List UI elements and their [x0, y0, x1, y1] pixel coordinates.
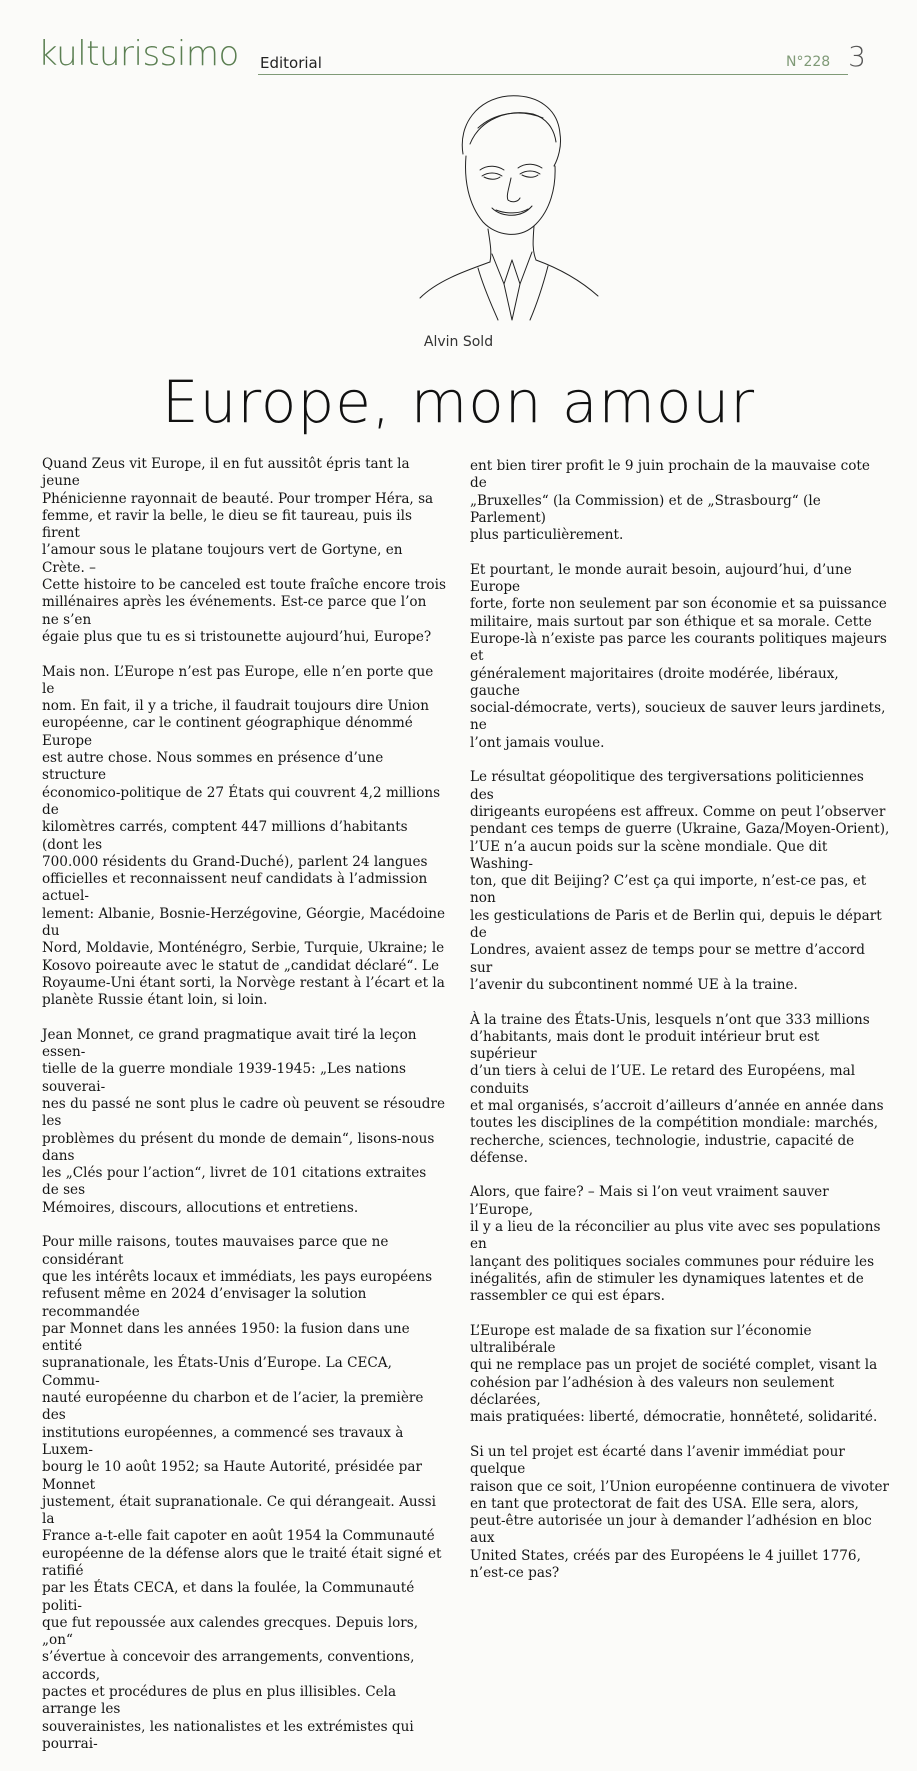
paragraph: L’Europe est malade de sa fixation sur l’économie ultralibérale qui ne remplace pas un projet de société complet, visant la cohésion par l’adhésion à des valeurs non seulement déclarées, mais pratiquées: liberté, démocratie, honnêteté, solidarité.	[470, 1322, 878, 1426]
paragraph: Le résultat géopolitique des tergiversations politiciennes des dirigeants européens est affreux. Comme on peut l’observer pendant ces temps de guerre (Ukraine, Gaza/Moyen-Orient), l’UE n’a aucun poids sur la scène mondiale. Que dit Washing- ton, que dit Beijing? C’est ça qui importe, n’est-ce pas, et non les gesticulations de Paris et de Berlin qui, depuis le départ de Londres, avaient assez de temps pour se mettre d’accord sur l’avenir du subcontinent nommé UE à la traine.	[470, 769, 890, 993]
paragraph: Et pourtant, le monde aurait besoin, aujourd’hui, d’une Europe forte, forte non seulement par son économie et sa puissance militaire, mais surtout par son éthique et sa morale. Cette Europe-là n’existe pas parce les courants politiques majeurs et généralement majoritaires (droite modérée, libéraux, gauche social-démocrate, verts), soucieux de sauver leurs jardinets, ne l’ont jamais voulue.	[470, 561, 887, 751]
paragraph: Pour mille raisons, toutes mauvaises parce que ne considérant que les intérêts locaux et immédiats, les pays européens refusent même en 2024 d’envisager la solution recommandée par Monnet dans les années 1950: la fusion dans une entité supranationale, les États-Unis d’Europe. La CECA, Commu- nauté européenne du charbon et de l’acier, la première des institutions européennes, a commencé ses travaux à Luxem- bourg le 10 août 1952; sa Haute Autorité, présidée par Monnet justement, était supranationale. Ce qui dérangeait. Aussi la France a-t-elle fait capoter en août 1954 la Communauté européenne de la défense alors que le traité était signé et ratifié par les États CECA, et dans la foulée, la Communauté politi- que fut repoussée aux calendes grecques. Depuis lors, „on“ s’évertue à concevoir des arrangements, conventions, accords, pactes et procédures de plus en plus illisibles. Cela arrange les souverainistes, les nationalistes et les extrémistes qui pourrai-	[42, 1234, 442, 1752]
portrait-sketch	[408, 84, 608, 324]
paragraph: Alors, que faire? – Mais si l’on veut vraiment sauver l’Europe, il y a lieu de la réconcilier au plus vite avec ses populations en lançant des politiques sociales communes pour réduire les inégalités, afin de stimuler les dynamiques latentes et de rassembler ce qui est épars.	[470, 1184, 881, 1305]
brand-logo: kulturissimo	[38, 34, 239, 74]
paragraph: À la traine des États-Unis, lesquels n’ont que 333 millions d’habitants, mais dont le produit intérieur brut est supérieur d’un tiers à celui de l’UE. Le retard des Européens, mal conduits et mal organisés, s’accroit d’ailleurs d’année en année dans toutes les disciplines de la compétition mondiale: marchés, recherche, sciences, technologie, industrie, capacité de défense.	[470, 1011, 884, 1166]
article-title: Europe, mon amour	[161, 368, 756, 436]
section-label: Editorial	[260, 54, 322, 72]
paragraph: Mais non. L’Europe n’est pas Europe, elle n’en porte que le nom. En fait, il y a triche, il faudrait toujours dire Union européenne, car le continent géographique dénommé Europe est autre chose. Nous sommes en présence d’une structure économico-politique de 27 États qui couvrent 4,2 millions de kilomètres carrés, comptent 447 millions d’habitants (dont les 700.000 résidents du Grand-Duché), parlent 24 langues officielles et reconnaissent neuf candidats à l’admission actuel- lement: Albanie, Bosnie-Herzégovine, Géorgie, Macédoine du Nord, Moldavie, Monténégro, Serbie, Turquie, Ukraine; le Kosovo poireaute avec le statut de „candidat déclaré“. Le Royaume-Uni étant sorti, la Norvège restant à l’écart et la planète Russie étant loin, si loin.	[42, 663, 446, 1009]
article-column-left	[42, 456, 447, 1771]
masthead	[38, 36, 866, 76]
article-column-right	[470, 458, 890, 1600]
paragraph: Si un tel projet est écarté dans l’avenir immédiat pour quelque raison que ce soit, l’Union européenne continuera de vivoter en tant que protectorat de fait des USA. Elle sera, alors, peut-être autorisée un jour à demander l’adhésion en bloc aux United States, créés par des Européens le 4 juillet 1776, n’est-ce pas?	[470, 1443, 890, 1581]
paragraph: Jean Monnet, ce grand pragmatique avait tiré la leçon essen- tielle de la guerre mondiale 1939-1945: „Les nations souverai- nes du passé ne sont plus le cadre où peuvent se résoudre les problèmes du présent du monde de demain“, lisons-nous dans les „Clés pour l’action“, livret de 101 citations extraites de ses Mémoires, discours, allocutions et entretiens.	[42, 1026, 445, 1216]
issue-number: N°228	[786, 54, 831, 70]
page-number: 3	[848, 40, 866, 73]
paragraph: Quand Zeus vit Europe, il en fut aussitôt épris tant la jeune Phénicienne rayonnait de beauté. Pour tromper Héra, sa femme, et ravir la belle, le dieu se fit taureau, puis ils firent l’amour sous le platane toujours vert de Gortyne, en Crète. – Cette histoire to be canceled est toute fraîche encore trois millénaires après les événements. Est-ce parce que l’on ne s’en égaie plus que tu es si tristounette aujourd’hui, Europe?	[42, 456, 446, 645]
portrait-caption: Alvin Sold	[423, 334, 494, 350]
header-rule	[258, 74, 848, 75]
paragraph: ent bien tirer profit le 9 juin prochain de la mauvaise cote de „Bruxelles“ (la Commission) et de „Strasbourg“ (le Parlement) plus particulièrement.	[470, 458, 870, 544]
